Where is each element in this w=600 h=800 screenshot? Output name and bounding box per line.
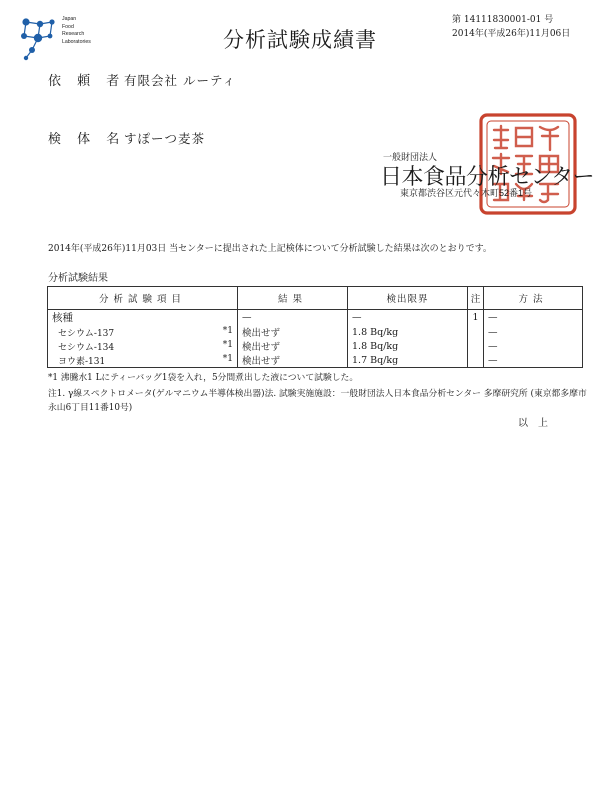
- row-item-cell: [48, 325, 238, 339]
- issue-date: 2014年(平成26年)11月06日: [452, 29, 571, 39]
- logo-line: Food: [62, 23, 74, 30]
- item-mark: *1: [222, 339, 233, 350]
- group-note: 1: [468, 310, 484, 326]
- document-number: 第 14111830001-01 号: [452, 15, 554, 25]
- intro-statement: 2014年(平成26年)11月03日 当センターに提出された上記検体について分析試験した結果は次のとおりです。: [48, 244, 492, 254]
- item-name: セシウム-137: [58, 328, 115, 339]
- item-mark: *1: [222, 353, 233, 364]
- logo-line: Laboratories: [62, 38, 91, 45]
- header-result: 結果: [238, 287, 348, 310]
- issuer-name: 日本食品分析センター: [380, 164, 595, 189]
- footnote-2: 注1. γ線スペクトロメータ(ゲルマニウム半導体検出器)法. 試験実施施設：一般財団法人日本食品分析センター 多摩研究所 (東京都多摩市: [48, 389, 587, 399]
- table-row: [48, 310, 583, 326]
- row-limit: 1.8 Bq/kg: [348, 325, 468, 339]
- document-title: 分析試験成績書: [223, 28, 377, 52]
- row-result: 検出せず: [238, 339, 348, 353]
- closing-mark: 以上: [518, 418, 558, 429]
- item-name: セシウム-134: [58, 342, 115, 353]
- row-note: [468, 325, 484, 339]
- row-limit: 1.7 Bq/kg: [348, 353, 468, 368]
- table-row: [48, 325, 583, 339]
- table-row: [48, 339, 583, 353]
- header-item: 分析試験項目: [48, 287, 238, 310]
- table-row: [48, 353, 583, 368]
- footnote-3: 永山6丁目11番10号): [48, 403, 133, 413]
- header-method: 方法: [484, 287, 583, 310]
- header-limit: 検出限界: [348, 287, 468, 310]
- row-note: [468, 353, 484, 368]
- footnote-1: *1 沸騰水1 Lにティーバッグ1袋を入れ，5分間煮出した液について試験した。: [48, 373, 359, 383]
- sample-label: 検 体 名: [48, 132, 126, 147]
- row-note: [468, 339, 484, 353]
- row-result: 検出せず: [238, 353, 348, 368]
- row-method: —: [484, 339, 583, 353]
- client-value: 有限会社 ルーティ: [124, 73, 236, 88]
- row-result: 検出せず: [238, 325, 348, 339]
- item-mark: *1: [222, 325, 233, 336]
- group-item: 核種: [48, 310, 238, 326]
- row-method: —: [484, 325, 583, 339]
- logo-line: Research: [62, 31, 85, 38]
- row-method: —: [484, 353, 583, 368]
- results-heading: 分析試験結果: [48, 273, 108, 284]
- logo-line: Japan: [62, 16, 77, 22]
- header-note: 注: [468, 287, 484, 310]
- row-item-cell: [48, 339, 238, 353]
- row-item-cell: [48, 353, 238, 368]
- client-label: 依 頼 者: [48, 74, 126, 89]
- group-limit: —: [348, 310, 468, 326]
- issuer-prefix: 一般財団法人: [383, 152, 438, 162]
- sample-value: すぽーつ麦茶: [124, 131, 206, 146]
- results-table: [47, 286, 583, 368]
- item-name: ヨウ素-131: [58, 356, 106, 367]
- issuer-address: 東京都渋谷区元代々木町52番1号: [400, 188, 533, 198]
- row-limit: 1.8 Bq/kg: [348, 339, 468, 353]
- group-result: —: [238, 310, 348, 326]
- group-method: —: [484, 310, 583, 326]
- table-header-row: [48, 287, 583, 310]
